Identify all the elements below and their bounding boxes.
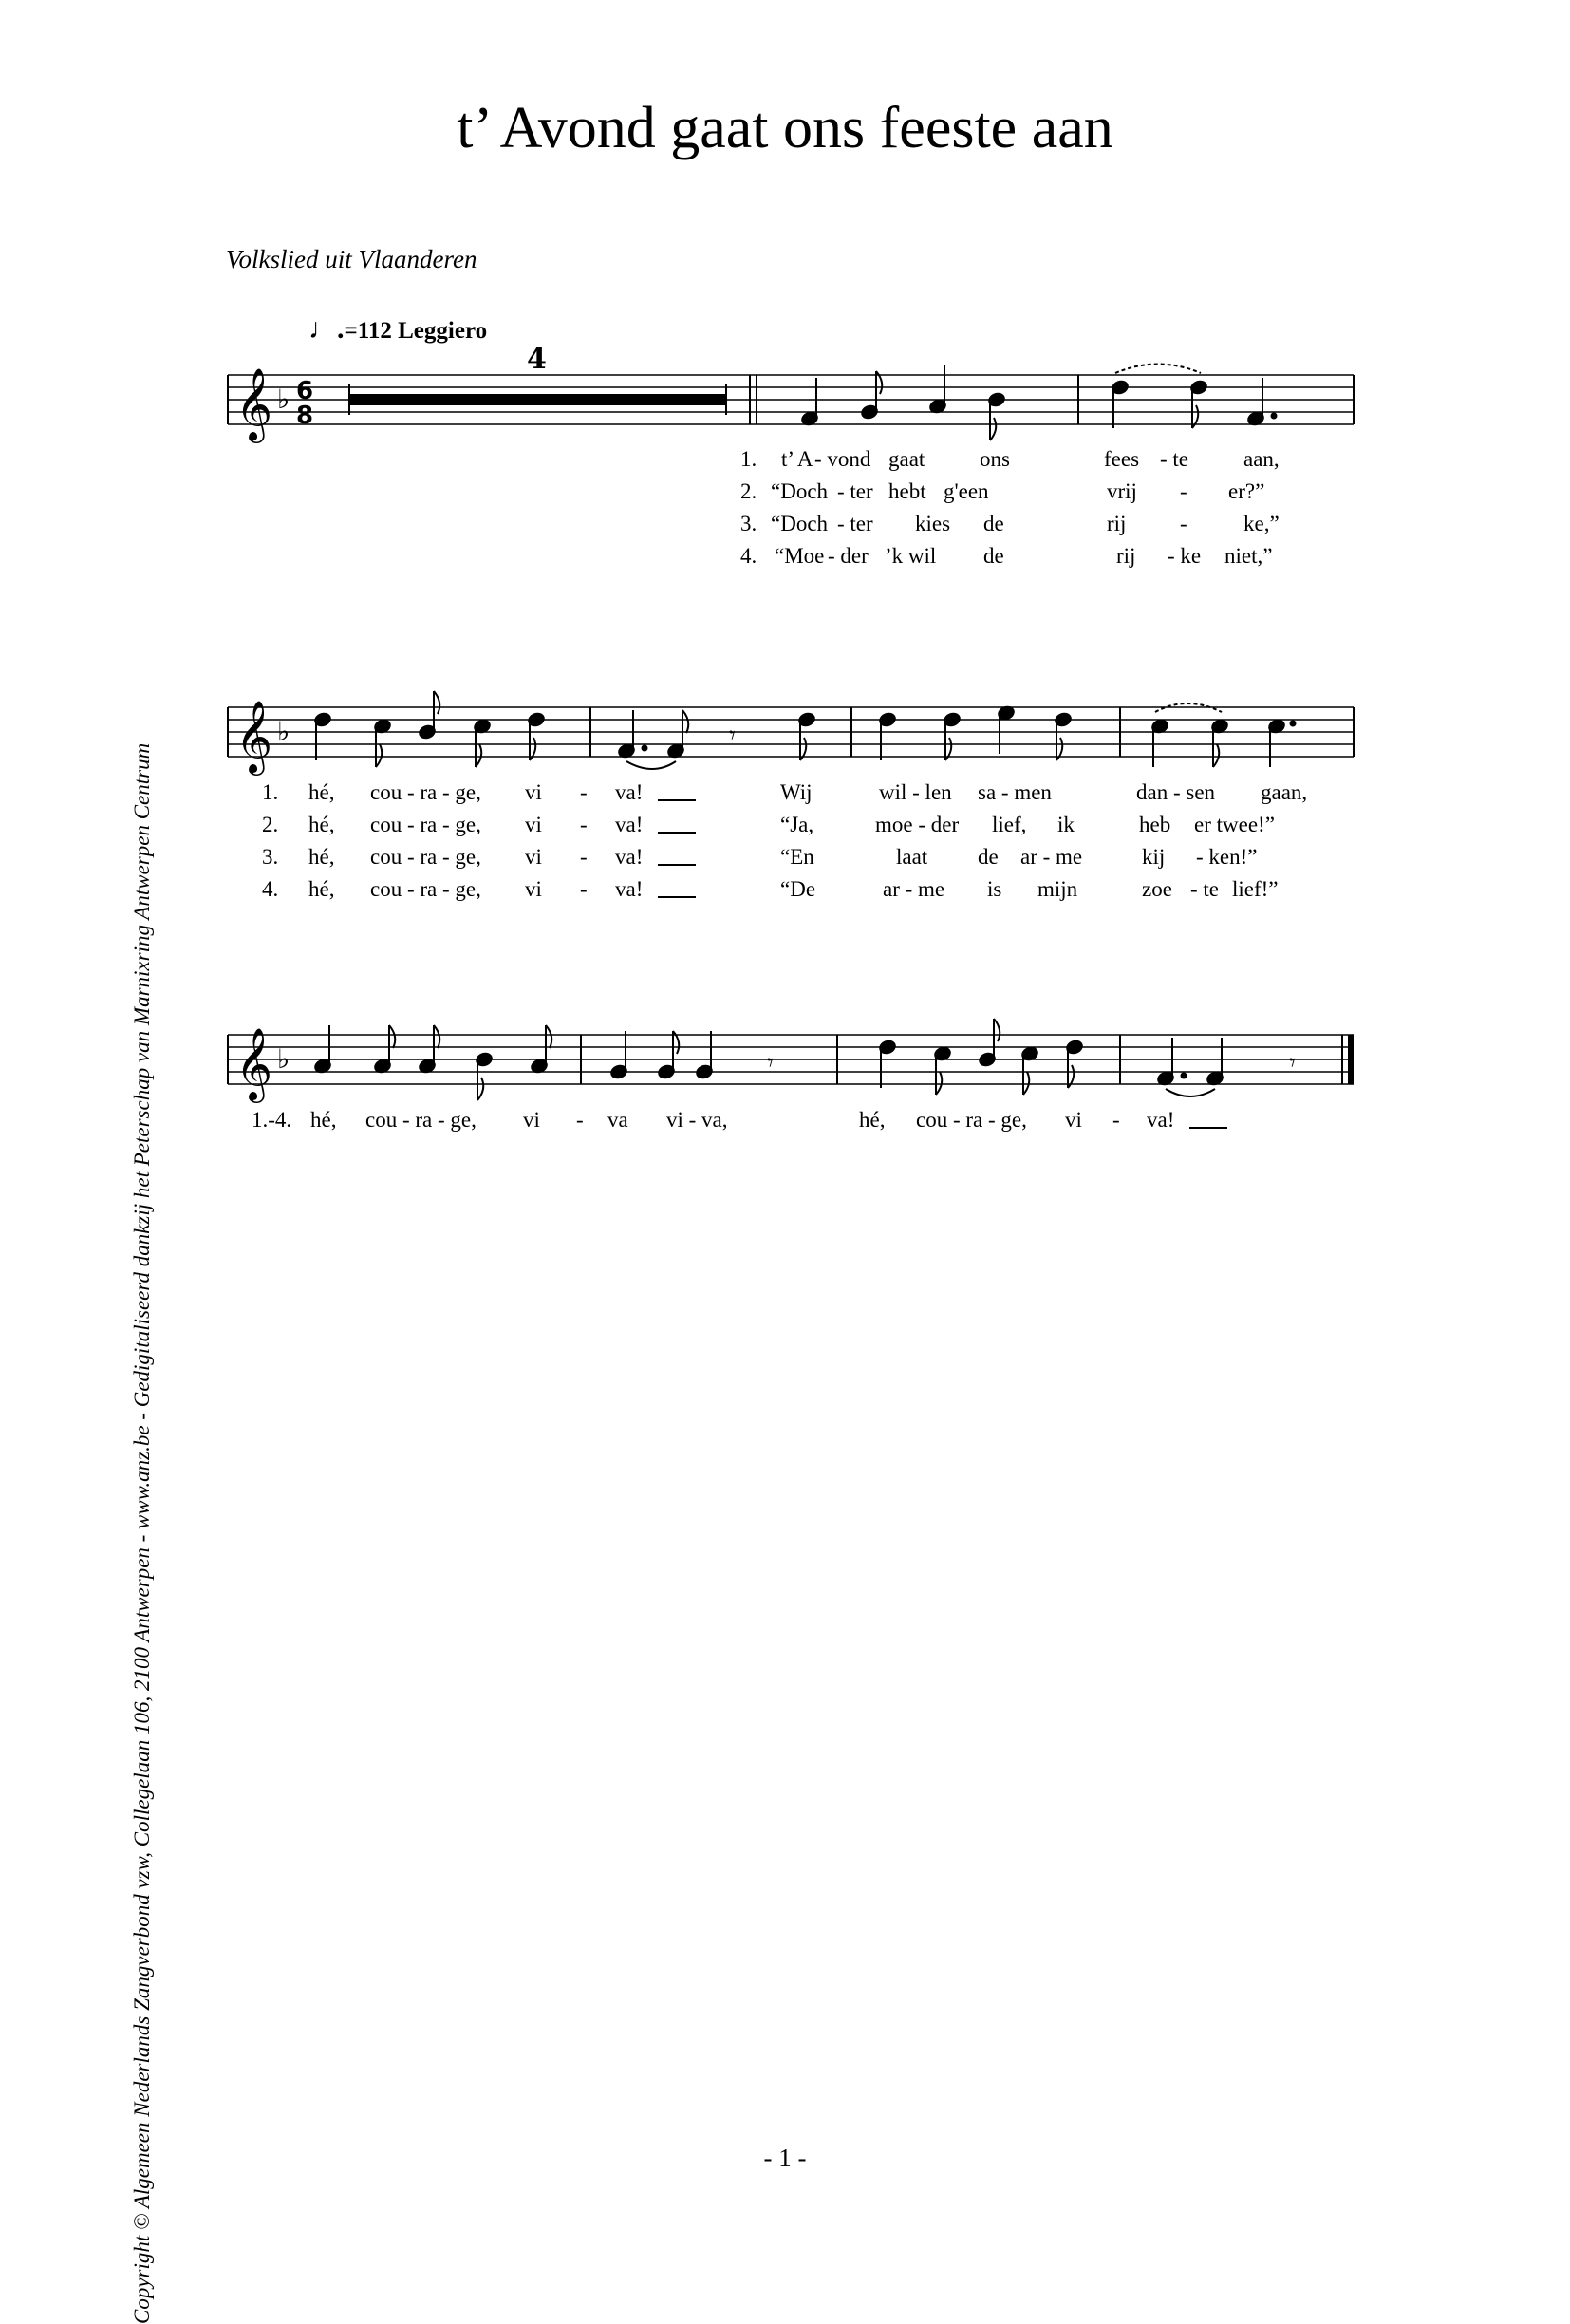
- staff-system-2: [0, 674, 1570, 788]
- page-number: - 1 -: [763, 2144, 807, 2172]
- treble-clef-icon: 𝄞: [235, 367, 273, 440]
- rest-icon: 𝄾: [729, 722, 736, 750]
- final-barline: [1348, 1035, 1354, 1084]
- tempo-value: =112: [344, 318, 392, 344]
- flat-icon: ♭: [277, 1043, 290, 1075]
- staff-system-3: [0, 1002, 1570, 1115]
- rest-icon: 𝄾: [767, 1049, 774, 1078]
- tempo-marking: [308, 313, 487, 346]
- flat-icon: ♭: [277, 716, 290, 747]
- tempo-word: Leggiero: [398, 318, 488, 344]
- treble-clef-icon: 𝄞: [235, 700, 273, 773]
- multirest-bar: [349, 394, 726, 405]
- time-signature-bottom: 8: [296, 402, 314, 430]
- treble-clef-icon: 𝄞: [235, 1027, 273, 1100]
- flat-icon: ♭: [277, 384, 290, 415]
- dotted-quarter-note-icon: ♩.: [308, 313, 345, 345]
- staff-system-1: [0, 342, 1570, 456]
- copyright-notice: Copyright © Algemeen Nederlands Zangverbond vzw, Collegelaan 106, 2100 Antwerpen - www.anz.be - Gedigitaliseerd dankzij het Peterschap van Marnixring Antwerpen Centrum: [130, 742, 154, 2324]
- rest-icon: 𝄾: [1289, 1049, 1296, 1078]
- song-title: t’ Avond gaat ons feeste aan: [457, 96, 1113, 160]
- time-signature-top: 6: [296, 377, 314, 405]
- song-origin: Volkslied uit Vlaanderen: [226, 245, 477, 273]
- multirest-count: 4: [527, 343, 547, 376]
